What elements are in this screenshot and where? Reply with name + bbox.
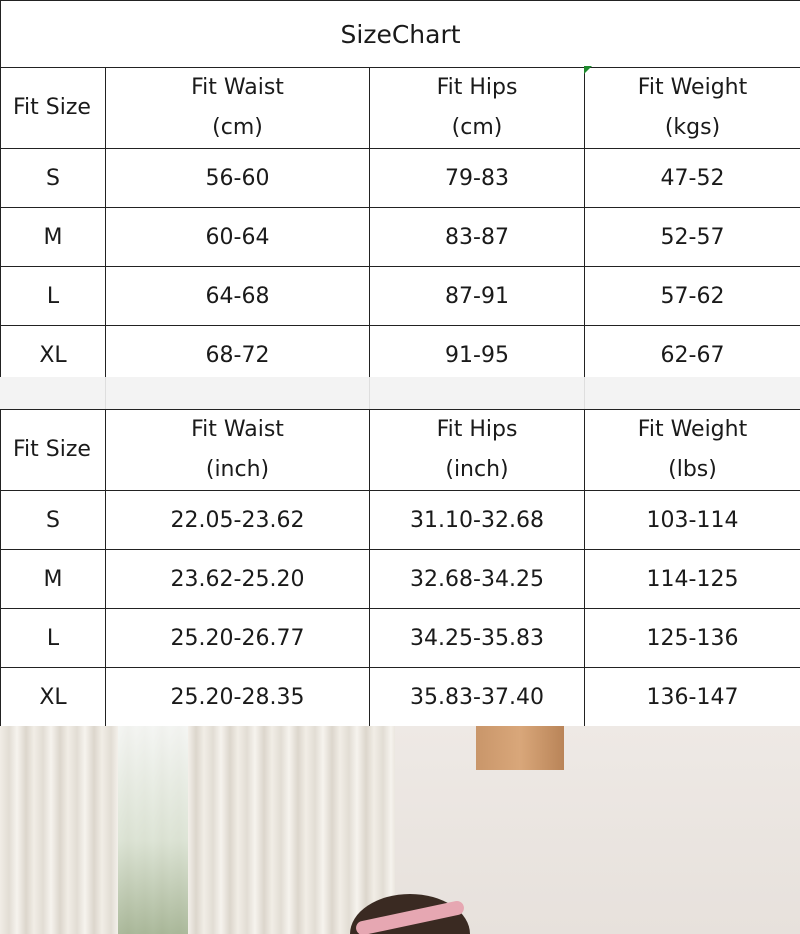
size-cell: S (1, 491, 106, 550)
header-label: Fit Weight (637, 75, 748, 100)
table-row (1, 326, 800, 385)
table-row (1, 491, 800, 550)
waist-cell: 23.62-25.20 (106, 550, 370, 609)
header-fit-hips (370, 410, 585, 491)
header-fit-size (1, 410, 106, 491)
header-unit: (lbs) (668, 457, 717, 482)
hips-cell: 31.10-32.68 (370, 491, 585, 550)
header-fit-waist (106, 68, 370, 149)
size-cell: XL (1, 326, 106, 385)
waist-cell: 25.20-26.77 (106, 609, 370, 668)
table-row (1, 609, 800, 668)
cell-marker-icon (584, 66, 592, 74)
weight-cell: 62-67 (585, 326, 800, 385)
hips-cell: 87-91 (370, 267, 585, 326)
hips-cell: 34.25-35.83 (370, 609, 585, 668)
weight-cell: 136-147 (585, 668, 800, 727)
size-cell: L (1, 609, 106, 668)
header-fit-weight (585, 410, 800, 491)
header-unit: (cm) (451, 115, 503, 140)
curtain-shape (0, 726, 395, 934)
window-shape (118, 726, 188, 934)
waist-cell: 60-64 (106, 208, 370, 267)
size-table-inch (0, 409, 800, 727)
header-unit: (inch) (445, 457, 509, 482)
waist-cell: 56-60 (106, 149, 370, 208)
header-unit: (kgs) (664, 115, 721, 140)
size-cell: M (1, 550, 106, 609)
header-label: Fit Size (13, 95, 91, 120)
table-row (1, 149, 800, 208)
weight-cell: 114-125 (585, 550, 800, 609)
hips-cell: 35.83-37.40 (370, 668, 585, 727)
size-cell: S (1, 149, 106, 208)
waist-cell: 68-72 (106, 326, 370, 385)
hips-cell: 91-95 (370, 326, 585, 385)
table-row (1, 208, 800, 267)
table-divider-band (0, 377, 800, 409)
size-cell: M (1, 208, 106, 267)
weight-cell: 52-57 (585, 208, 800, 267)
size-cell: L (1, 267, 106, 326)
waist-cell: 22.05-23.62 (106, 491, 370, 550)
header-label: Fit Waist (191, 417, 284, 442)
table-row (1, 267, 800, 326)
size-cell: XL (1, 668, 106, 727)
header-fit-waist (106, 410, 370, 491)
table-row (1, 668, 800, 727)
header-fit-weight (585, 68, 800, 149)
header-label: Fit Hips (436, 417, 518, 442)
header-unit: (cm) (212, 115, 263, 140)
header-fit-hips (370, 68, 585, 149)
product-photo (0, 726, 800, 934)
header-fit-size (1, 68, 106, 149)
table-row (1, 550, 800, 609)
weight-cell: 125-136 (585, 609, 800, 668)
waist-cell: 64-68 (106, 267, 370, 326)
weight-cell: 47-52 (585, 149, 800, 208)
weight-cell: 103-114 (585, 491, 800, 550)
header-label: Fit Weight (637, 417, 748, 442)
hips-cell: 79-83 (370, 149, 585, 208)
weight-cell: 57-62 (585, 267, 800, 326)
hips-cell: 83-87 (370, 208, 585, 267)
size-table-cm (0, 0, 800, 385)
header-label: Fit Hips (436, 75, 518, 100)
waist-cell: 25.20-28.35 (106, 668, 370, 727)
chart-title: SizeChart (1, 1, 800, 68)
header-unit: (inch) (205, 457, 270, 482)
hips-cell: 32.68-34.25 (370, 550, 585, 609)
header-label: Fit Waist (191, 75, 284, 100)
header-label: Fit Size (13, 437, 91, 462)
lamp-shape (476, 726, 564, 770)
